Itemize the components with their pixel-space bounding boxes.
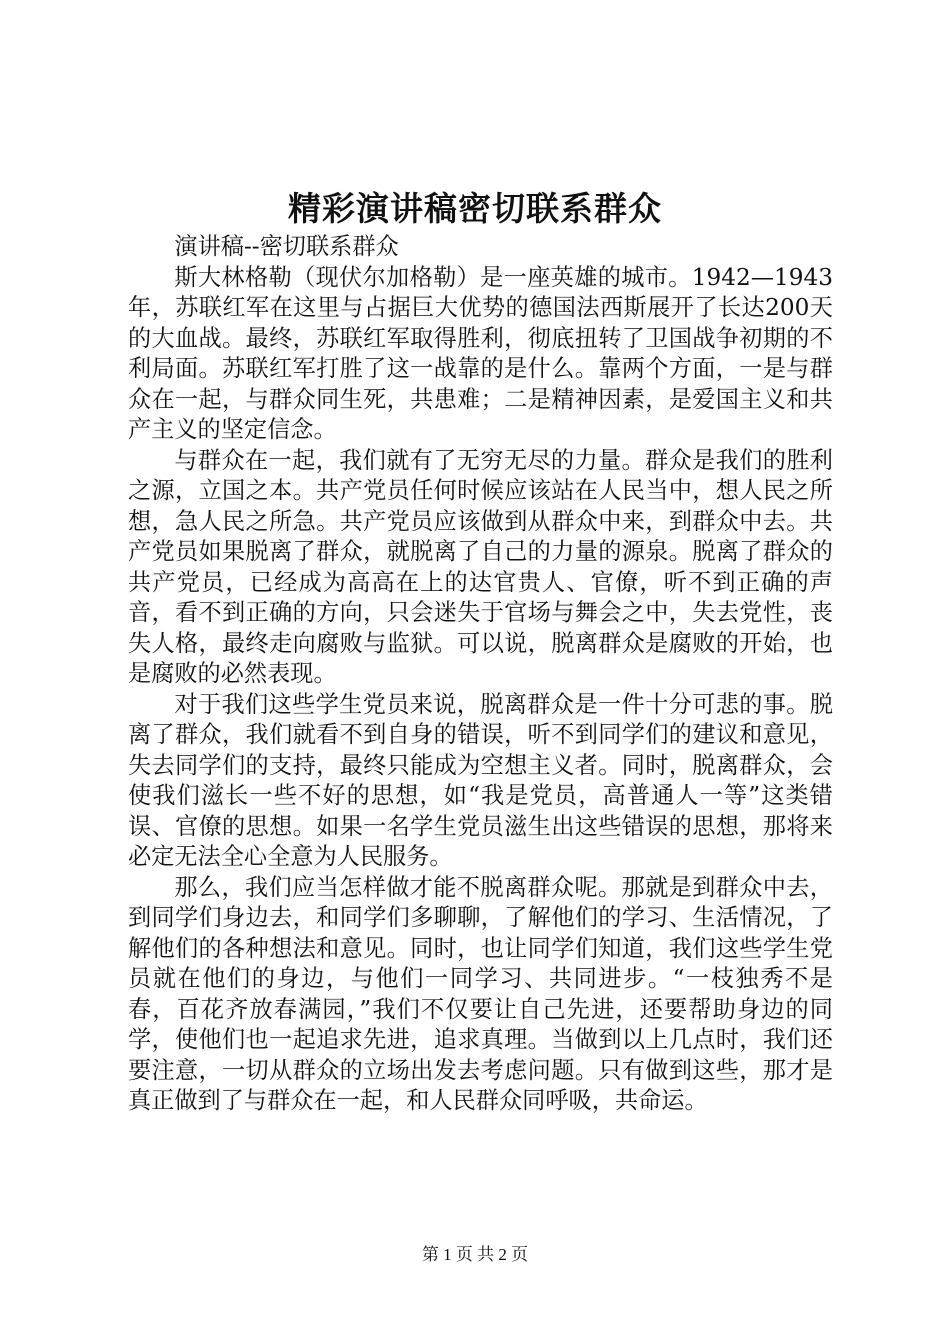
document-title: 精彩演讲稿密切联系群众 xyxy=(288,189,662,228)
document-body xyxy=(128,232,833,1117)
paragraph-subtitle: 演讲稿--密切联系群众 xyxy=(174,233,399,260)
page-footer: 第 1 页 共 2 页 xyxy=(421,1245,529,1264)
paragraph: 对于我们这些学生党员来说，脱离群众是一件十分可悲的事。脱离了群众，我们就看不到自身的错误，听不到同学们的建议和意见，失去同学们的支持，最终只能成为空想主义者。同时，脱离群众，会使我们滋长一些不好的思想，如“我是党员，高普通人一等”这类错误、官僚的思想。如果一名学生党员滋生出这些错误的思想，那将来必定无法全心全意为人民服务。 xyxy=(128,690,833,870)
paragraph: 与群众在一起，我们就有了无穷无尽的力量。群众是我们的胜利之源，立国之本。共产党员任何时候应该站在人民当中，想人民之所想，急人民之所急。共产党员应该做到从群众中来，到群众中去。共产党员如果脱离了群众，就脱离了自己的力量的源泉。脱离了群众的共产党员，已经成为高高在上的达官贵人、官僚，听不到正确的声音，看不到正确的方向，只会迷失于官场与舞会之中，失去党性，丧失人格，最终走向腐败与监狱。可以说，脱离群众是腐败的开始，也是腐败的必然表现。 xyxy=(128,446,833,687)
paragraph: 斯大林格勒（现伏尔加格勒）是一座英雄的城市。1942—1943年，苏联红军在这里与占据巨大优势的德国法西斯展开了长达200天的大血战。最终，苏联红军取得胜利，彻底扭转了卫国战争初期的不利局面。苏联红军打胜了这一战靠的是什么。靠两个方面，一是与群众在一起，与群众同生死，共患难；二是精神因素，是爱国主义和共产主义的坚定信念。 xyxy=(128,263,833,443)
paragraph: 那么，我们应当怎样做才能不脱离群众呢。那就是到群众中去，到同学们身边去，和同学们多聊聊，了解他们的学习、生活情况，了解他们的各种想法和意见。同时，也让同学们知道，我们这些学生党员就在他们的身边，与他们一同学习、共同进步。“一枝独秀不是春，百花齐放春满园，”我们不仅要让自己先进，还要帮助身边的同学，使他们也一起追求先进，追求真理。当做到以上几点时，我们还要注意，一切从群众的立场出发去考虑问题。只有做到这些，那才是真正做到了与群众在一起，和人民群众同呼吸，共命运。 xyxy=(128,873,833,1114)
